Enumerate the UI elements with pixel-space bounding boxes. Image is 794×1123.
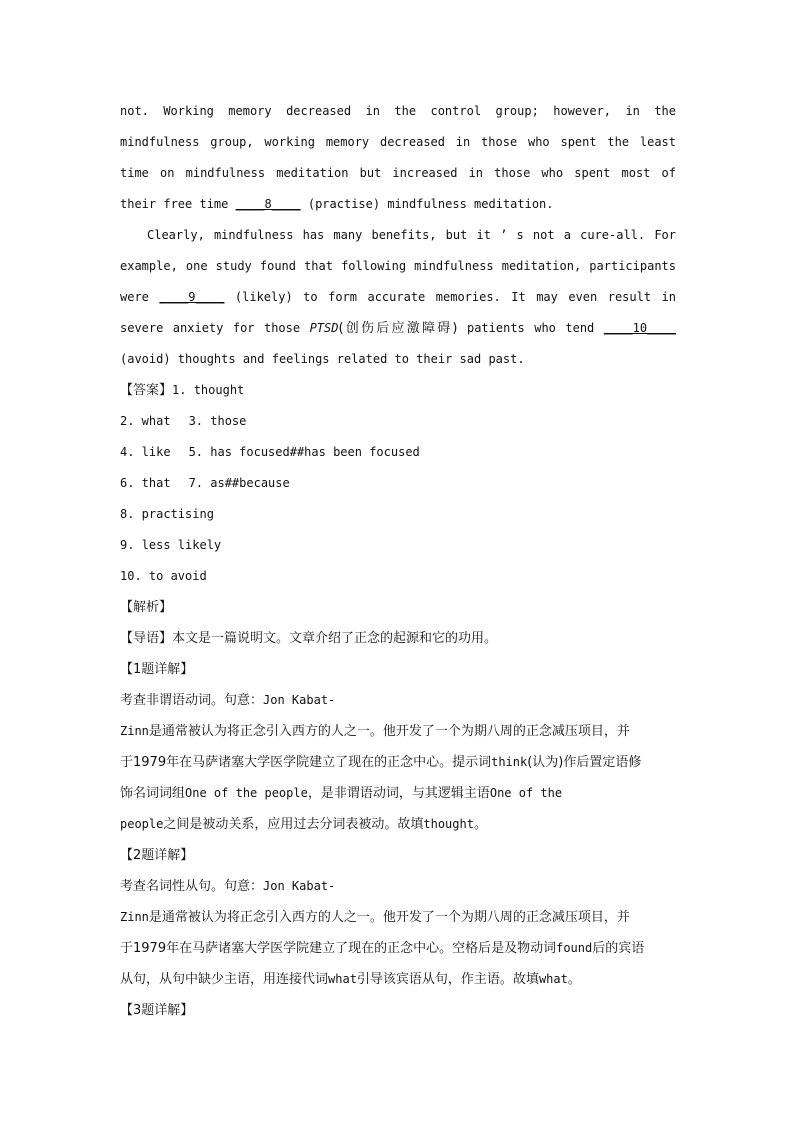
answer-3: 3. those [188, 414, 247, 428]
answer-row [120, 530, 676, 561]
answer-row [120, 499, 676, 530]
passage-paragraph-2 [120, 220, 676, 375]
q1-text: people [120, 817, 164, 831]
q2-text: 引导该宾语从句，作主语。故填 [356, 972, 539, 987]
q2-text: 。 [567, 972, 581, 987]
passage-text: (avoid) thoughts and feelings related to their sad past. [120, 352, 525, 366]
answer-label: 【答案】 [120, 383, 173, 398]
blank-9: ____9____ [159, 290, 225, 304]
q2-text: 从句，从句中缺少主语，用连接代词 [120, 972, 329, 987]
q2-line [120, 902, 676, 933]
q2-text: 于1979年在马萨诸塞大学医学院建立了现在的正念中心。空格后是及物动词 [120, 941, 557, 956]
guide-text: 本文是一篇说明文。文章介绍了正念的起源和它的功用。 [172, 631, 498, 646]
answer-6: 6. that [120, 476, 171, 490]
q1-line [120, 685, 676, 716]
q2-text: 是通常被认为将正念引入西方的人之一。他开发了一个为期八周的正念减压项目，并 [148, 910, 630, 925]
q1-text: 。 [473, 817, 487, 832]
q2-text: Jon Kabat- [263, 879, 336, 893]
answer-7: 7. as##because [188, 476, 290, 490]
answer-10: 10. to avoid [120, 569, 207, 583]
q1-line [120, 778, 676, 809]
q1-line [120, 747, 676, 778]
q1-text: 是通常被认为将正念引入西方的人之一。他开发了一个为期八周的正念减压项目，并 [148, 724, 630, 739]
q2-line [120, 933, 676, 964]
q2-text: Zinn [120, 910, 149, 924]
passage-paragraph-1 [120, 96, 676, 220]
q2-text: 后的宾语 [592, 941, 645, 956]
q2-title: 【2题详解】 [120, 848, 194, 863]
q1-text: One of the people [185, 786, 308, 800]
q2-line [120, 871, 676, 902]
q1-text: Jon Kabat- [263, 693, 336, 707]
passage-text: (likely) to form accurate memories. It may even result in severe anxiety for those [120, 290, 677, 335]
passage-text: (practise) mindfulness meditation. [300, 197, 554, 211]
answer-4: 4. like [120, 445, 171, 459]
answer-row [120, 468, 676, 499]
answer-1: 1. thought [172, 383, 245, 397]
blank-10: ____10____ [603, 321, 676, 335]
guide-label: 【导语】 [120, 631, 173, 646]
answer-row [120, 437, 676, 468]
q1-text: Zinn [120, 724, 149, 738]
analysis-heading: 【解析】 [120, 600, 173, 615]
ptsd-term: PTSD [309, 321, 339, 335]
q1-text: 之间是被动关系，应用过去分词表被动。故填 [163, 817, 424, 832]
guide-line [120, 623, 676, 654]
q1-title: 【1题详解】 [120, 662, 194, 677]
q1-text: (认为)作后置定语修 [527, 755, 642, 770]
q2-text: what [328, 972, 357, 986]
q1-line [120, 809, 676, 840]
document-page [120, 96, 676, 1026]
q1-line [120, 716, 676, 747]
blank-8: ____8____ [235, 197, 301, 211]
answers-heading [120, 375, 676, 406]
answer-row [120, 406, 676, 437]
passage-text: Clearly, mindfulness has many benefits, but it ’ s not a cure-all. For example, one study found that following mindfulness meditation, participants were [120, 228, 676, 304]
q2-line [120, 964, 676, 995]
q1-text: 于1979年在马萨诸塞大学医学院建立了现在的正念中心。提示词 [120, 755, 492, 770]
q2-text: 考查名词性从句。句意： [120, 879, 264, 894]
q1-text: think [491, 755, 528, 769]
q1-text: 考查非谓语动词。句意： [120, 693, 264, 708]
q1-text: ，是非谓语动词，与其逻辑主语 [307, 786, 490, 801]
q2-text: what [538, 972, 568, 986]
answer-8: 8. practising [120, 507, 214, 521]
answer-2: 2. what [120, 414, 171, 428]
passage-text: not. Working memory decreased in the control group; however, in the mindfulness group, working memory decreased in those who spent the least time on mindfulness meditation but increased in those who spent most of their free time [120, 104, 676, 211]
answer-row [120, 561, 676, 592]
ptsd-chinese: (创伤后应激障碍) [338, 321, 458, 336]
passage-text: patients who tend [457, 321, 604, 335]
q1-text: 饰名词词组 [120, 786, 186, 801]
answer-5: 5. has focused##has been focused [188, 445, 420, 459]
answer-9: 9. less likely [120, 538, 222, 552]
q3-title: 【3题详解】 [120, 1003, 194, 1018]
q1-text: One of the [489, 786, 563, 800]
q2-text: found [556, 941, 593, 955]
q1-text: thought [423, 817, 474, 831]
